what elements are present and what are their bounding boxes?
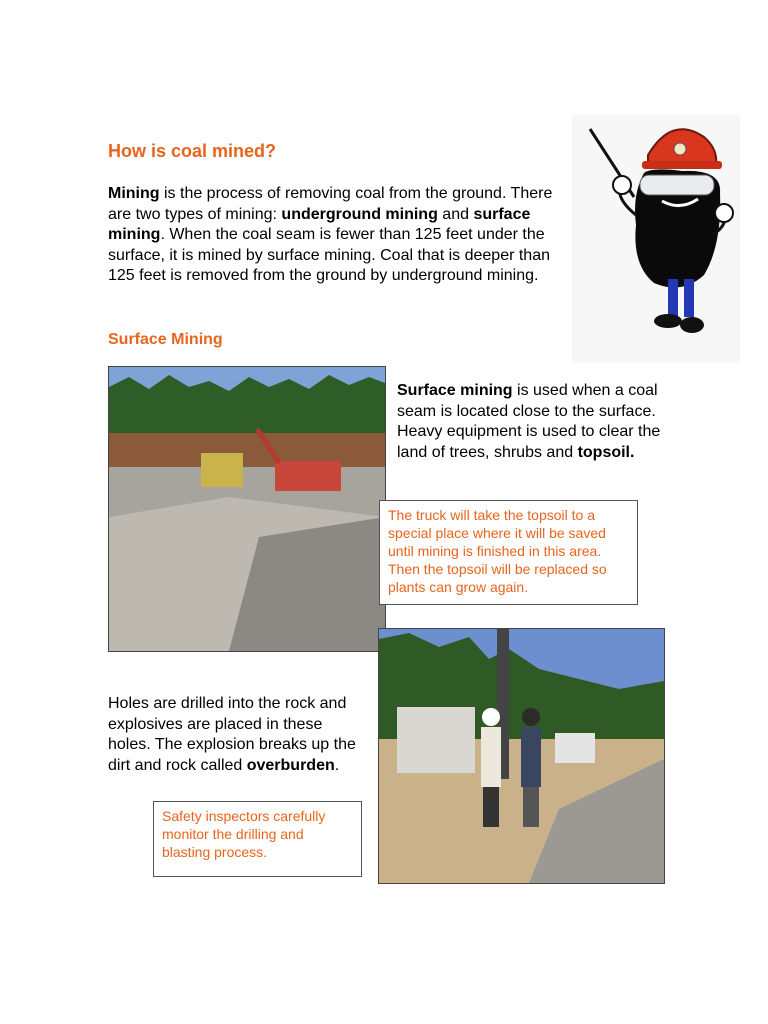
term-topsoil: topsoil. <box>577 443 635 461</box>
intro-text-1: is the process of removing coal from the ground. There are two types of mining: <box>108 185 553 223</box>
intro-paragraph <box>108 184 558 287</box>
surface-mine-photo <box>108 366 386 652</box>
holes-paragraph <box>108 694 358 776</box>
coal-mascot-image <box>572 115 740 363</box>
section-heading: Surface Mining <box>108 331 223 348</box>
term-mining: Mining <box>108 185 160 202</box>
term-surface-mining-2: Surface mining <box>397 382 513 399</box>
holes-text: Holes are drilled into the rock and explosives are placed in these holes. The explosion breaks up the dirt and rock called <box>108 695 356 774</box>
surface-mining-paragraph <box>397 381 662 463</box>
term-surface-mining: surface mining <box>108 205 531 244</box>
term-overburden: overburden <box>246 756 335 774</box>
safety-note-box: Safety inspectors carefully monitor the drilling and blasting process. <box>153 801 362 877</box>
surface-text: is used when a coal seam is located close to the surface. Heavy equipment is used to clear the land of trees, shrubs and <box>397 382 661 461</box>
intro-text-2: and <box>437 205 474 223</box>
drilling-site-photo <box>378 628 665 884</box>
truck-note-box: The truck will take the topsoil to a special place where it will be saved until mining is finished in this area. Then the topsoil will be replaced so plants can grow again. <box>379 500 638 605</box>
page-title: How is coal mined? <box>108 141 277 161</box>
term-underground-mining: underground mining <box>281 205 438 223</box>
intro-text-3: . When the coal seam is fewer than 125 feet under the surface, it is mined by surface mining. Coal that is deeper than 125 feet is removed from the ground by underground mining. <box>108 226 550 285</box>
holes-end: . <box>334 756 340 774</box>
